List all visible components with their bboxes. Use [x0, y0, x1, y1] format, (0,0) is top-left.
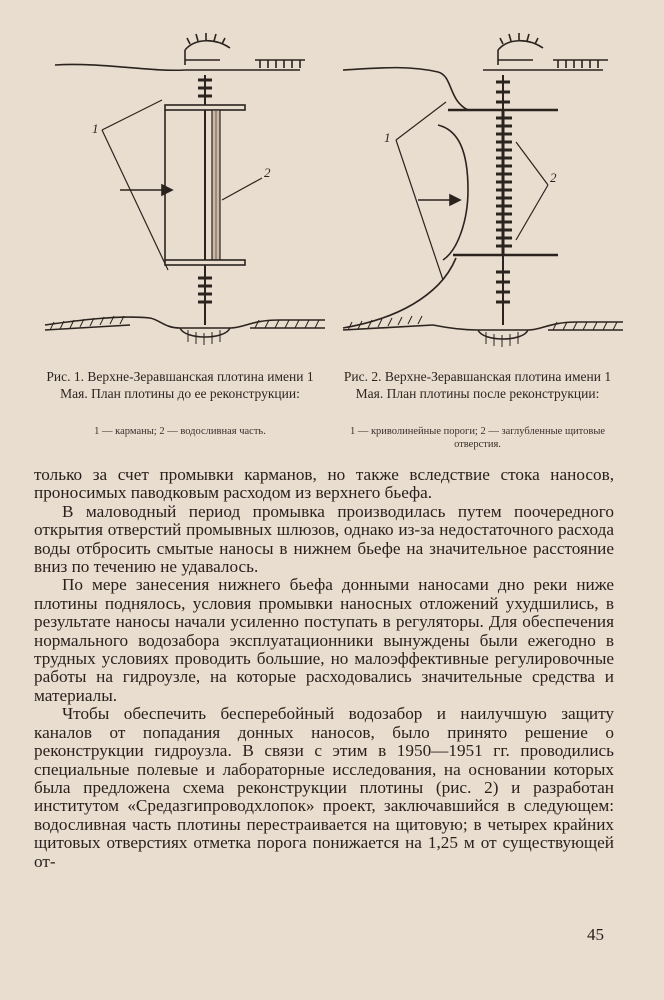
figure-2-legend: 1 — криволинейные пороги; 2 — заглубленные щитовые отверстия. [349, 426, 606, 450]
figure-1-legend: 1 — карманы; 2 — водосливная часть. [94, 426, 266, 437]
figure-2-dam-plan-after [338, 30, 628, 360]
figure-2-caption: Рис. 2. Верхне-Зеравшанская плотина имени 1 Мая. План плотины после реконструкции: [343, 369, 612, 401]
page-number: 45 [587, 925, 604, 944]
paragraph: Чтобы обеспечить бесперебойный водозабор и наилучшую защиту каналов от попадания донных наносов, было принято решение о реконструкции гидроузла. В связи с этим в 1950—1951 гг. проводились специальные полевые и лабораторные исследования, на основании которых была предложена схема реконструкции плотины (рис. 2) и разработан институтом «Средазгипроводхлопок» проект, заключавшийся в следующем: водосливная часть плотины перестраивается на щитовую; в четырех крайних щитовых отверстиях отметка порога понижается на 1,25 м от существующей от- [34, 704, 614, 871]
paragraph: По мере занесения нижнего бьефа донными наносами дно реки ниже плотины поднялось, условия промывки наносных отложений ухудшились, в результате наносы начали усиленно поступать в регуляторы. Для обеспечения нормального водозабора эксплуатационники вынуждены были ежегодно в трудных условиях проводить большие, но малоэффективные регулировочные работы на гидроузле, на которые расходовались значительные средства и материалы. [34, 575, 614, 705]
figure-1-callout-1: 1 [92, 121, 99, 136]
paragraph: только за счет промывки карманов, но также вследствие стока наносов, проносимых паводковым расходом из верхнего бьефа. [34, 465, 614, 503]
figure-1-caption: Рис. 1. Верхне-Зеравшанская плотина имени 1 Мая. План плотины до ее реконструкции: [46, 369, 314, 401]
paragraph: В маловодный период промывка производилась путем поочередного открытия отверстий промывных шлюзов, однако из-за недостаточного расхода воды отбросить смытые наносы в нижнем бьефе на значительное расстояние вниз по течению не удавалось. [34, 501, 614, 577]
figure-2-callout-1: 1 [384, 130, 391, 145]
figure-1-callout-2: 2 [264, 165, 271, 180]
figure-2-callout-2: 2 [550, 170, 557, 185]
body-text [34, 466, 614, 871]
figure-1-dam-plan-before [40, 30, 330, 360]
